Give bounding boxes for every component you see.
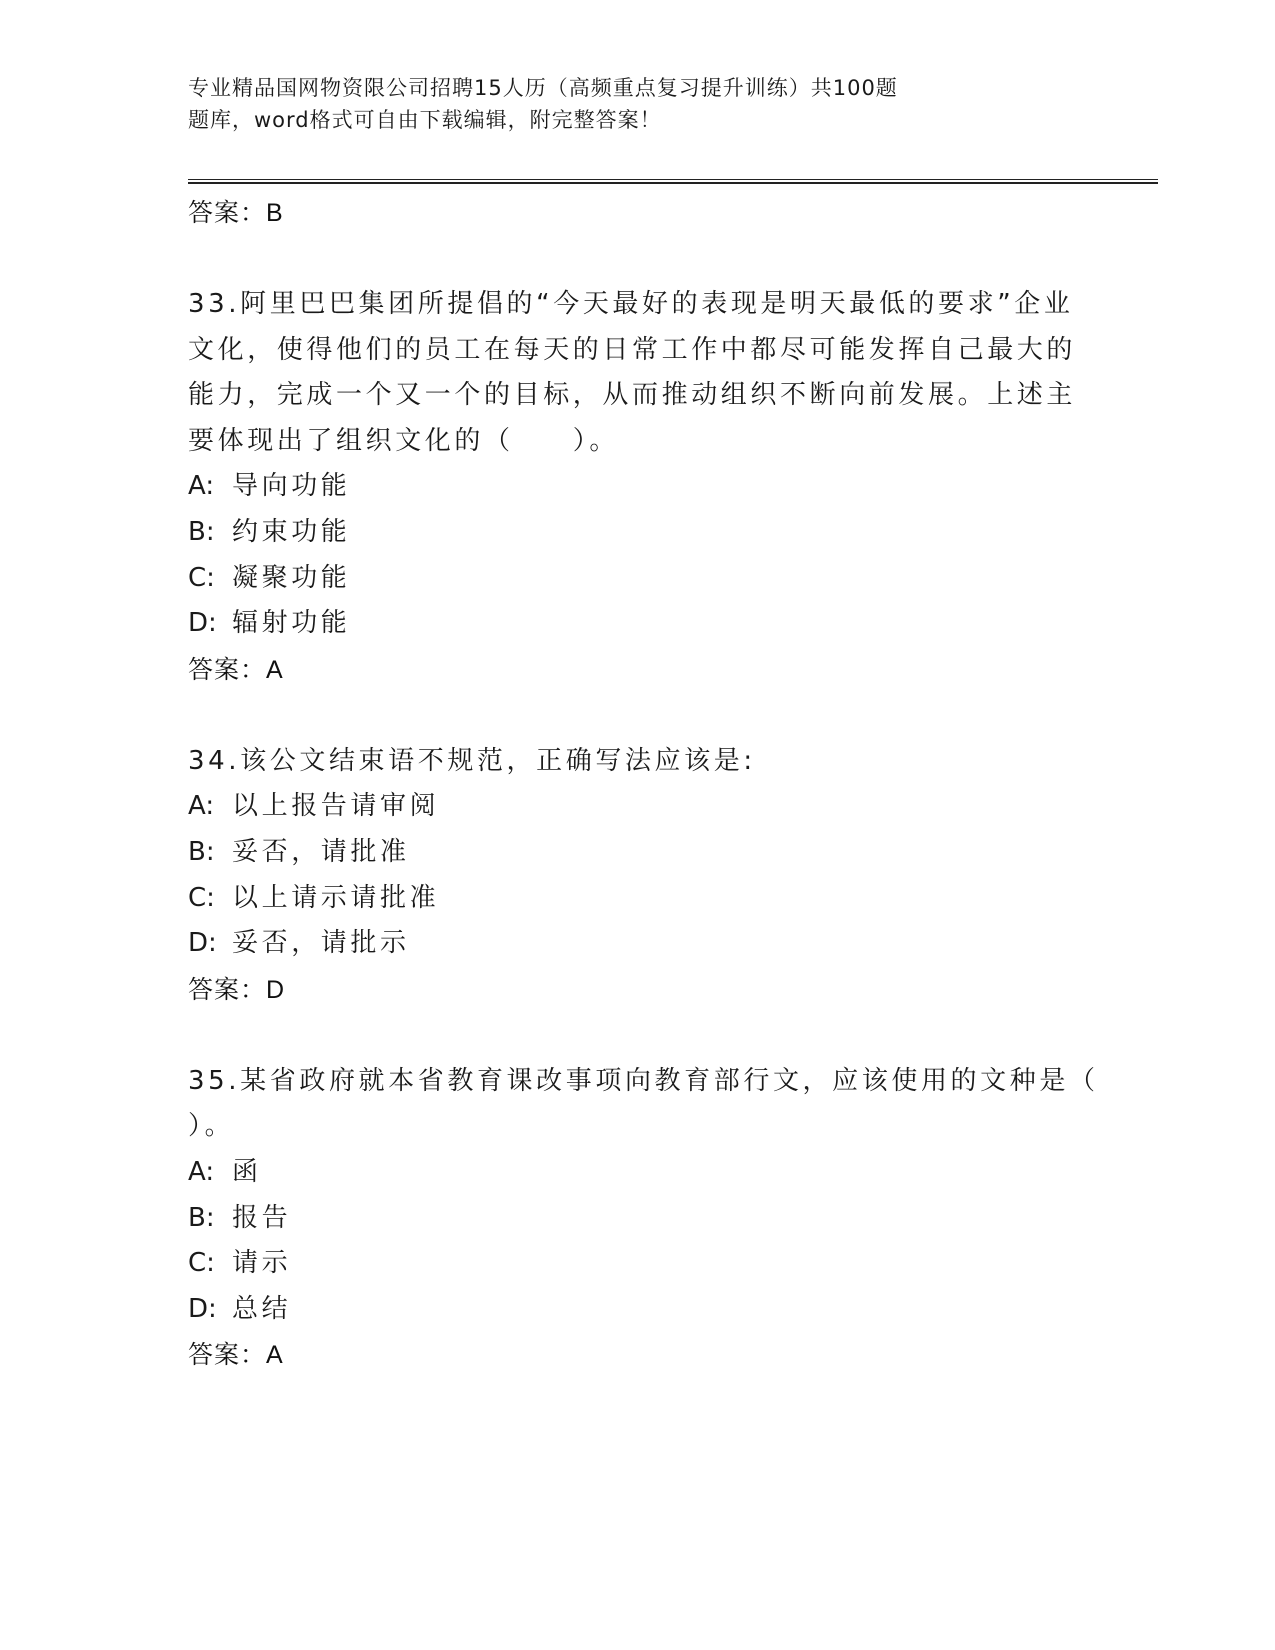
answer-separator: ：	[240, 1340, 267, 1370]
answer-value: D	[266, 975, 286, 1004]
stem-line: 文化，使得他们的员工在每天的日常工作中都尽可能发挥自己最大的	[188, 334, 1077, 365]
answer-separator: ：	[240, 974, 267, 1004]
option-text: 导向功能	[232, 471, 351, 502]
spacer	[188, 693, 1088, 739]
option-b	[188, 830, 1088, 876]
option-key: C:	[188, 562, 215, 593]
answer-line	[188, 647, 1088, 693]
option-text: 以上报告请审阅	[232, 791, 440, 822]
option-text: 以上请示请批准	[232, 882, 440, 913]
header-title-line-1: 专业精品国网物资限公司招聘15人历（高频重点复习提升训练）共100题	[188, 76, 898, 100]
stem-line: 33.阿里巴巴集团所提倡的“今天最好的表现是明天最低的要求”企业	[188, 289, 1074, 319]
question-stem	[188, 282, 1077, 464]
answer-label: 答案	[188, 974, 241, 1004]
option-text: 函	[232, 1156, 262, 1187]
answer-line-previous	[188, 190, 1088, 236]
answer-value: A	[266, 655, 284, 684]
spacer	[188, 1013, 1088, 1059]
answer-label: 答案	[188, 654, 241, 684]
option-text: 辐射功能	[232, 608, 351, 639]
option-c	[188, 876, 1088, 922]
header-title-line-2: 题库，word格式可自由下载编辑，附完整答案！	[188, 108, 662, 132]
option-a	[188, 464, 1088, 510]
option-c	[188, 1241, 1088, 1287]
option-key: A:	[188, 1156, 215, 1187]
answer-label: 答案	[188, 198, 241, 227]
answer-label: 答案	[188, 1340, 241, 1370]
option-key: A:	[188, 471, 215, 502]
option-key: B:	[188, 1202, 215, 1233]
question-34	[188, 739, 1088, 1013]
option-a	[188, 784, 1088, 830]
option-text: 报告	[232, 1202, 292, 1233]
option-b	[188, 510, 1088, 556]
option-b	[188, 1196, 1088, 1242]
stem-line: 34.该公文结束语不规范，正确写法应该是:	[188, 745, 756, 776]
answer-line	[188, 1332, 1088, 1378]
option-text: 请示	[232, 1248, 292, 1279]
answer-value: A	[266, 1341, 284, 1370]
option-text: 妥否，请批准	[232, 836, 410, 867]
option-d	[188, 921, 1088, 967]
option-text: 总结	[232, 1293, 292, 1324]
option-d	[188, 1287, 1088, 1333]
question-35	[188, 1059, 1099, 1379]
stem-line: 35.某省政府就本省教育课改事项向教育部行文，应该使用的文种是（	[188, 1065, 1099, 1096]
option-a	[188, 1150, 1088, 1196]
option-key: C:	[188, 882, 215, 913]
answer-separator: ：	[240, 198, 267, 227]
option-key: B:	[188, 836, 215, 867]
answer-line	[188, 967, 1088, 1013]
header-divider-thin	[188, 179, 1158, 180]
option-d	[188, 601, 1088, 647]
option-text: 约束功能	[232, 516, 351, 547]
question-content	[188, 190, 1099, 1378]
option-key: B:	[188, 516, 215, 547]
option-key: D:	[188, 928, 217, 959]
option-key: D:	[188, 608, 217, 639]
question-stem	[188, 1059, 1099, 1150]
page-header	[188, 72, 1008, 136]
stem-line: ）。	[188, 1111, 235, 1142]
question-33	[188, 282, 1088, 693]
header-divider-thick	[188, 182, 1158, 184]
spacer	[188, 236, 1088, 282]
stem-line: 能力，完成一个又一个的目标，从而推动组织不断向前发展。上述主	[188, 380, 1077, 411]
option-key: D:	[188, 1293, 217, 1324]
question-stem	[188, 739, 1068, 785]
option-key: C:	[188, 1248, 215, 1279]
option-key: A:	[188, 791, 215, 822]
answer-value: B	[266, 199, 284, 227]
answer-separator: ：	[240, 654, 267, 684]
option-c	[188, 556, 1088, 602]
option-text: 妥否，请批示	[232, 928, 410, 959]
option-text: 凝聚功能	[232, 562, 351, 593]
stem-line: 要体现出了组织文化的（ ）。	[188, 425, 620, 456]
